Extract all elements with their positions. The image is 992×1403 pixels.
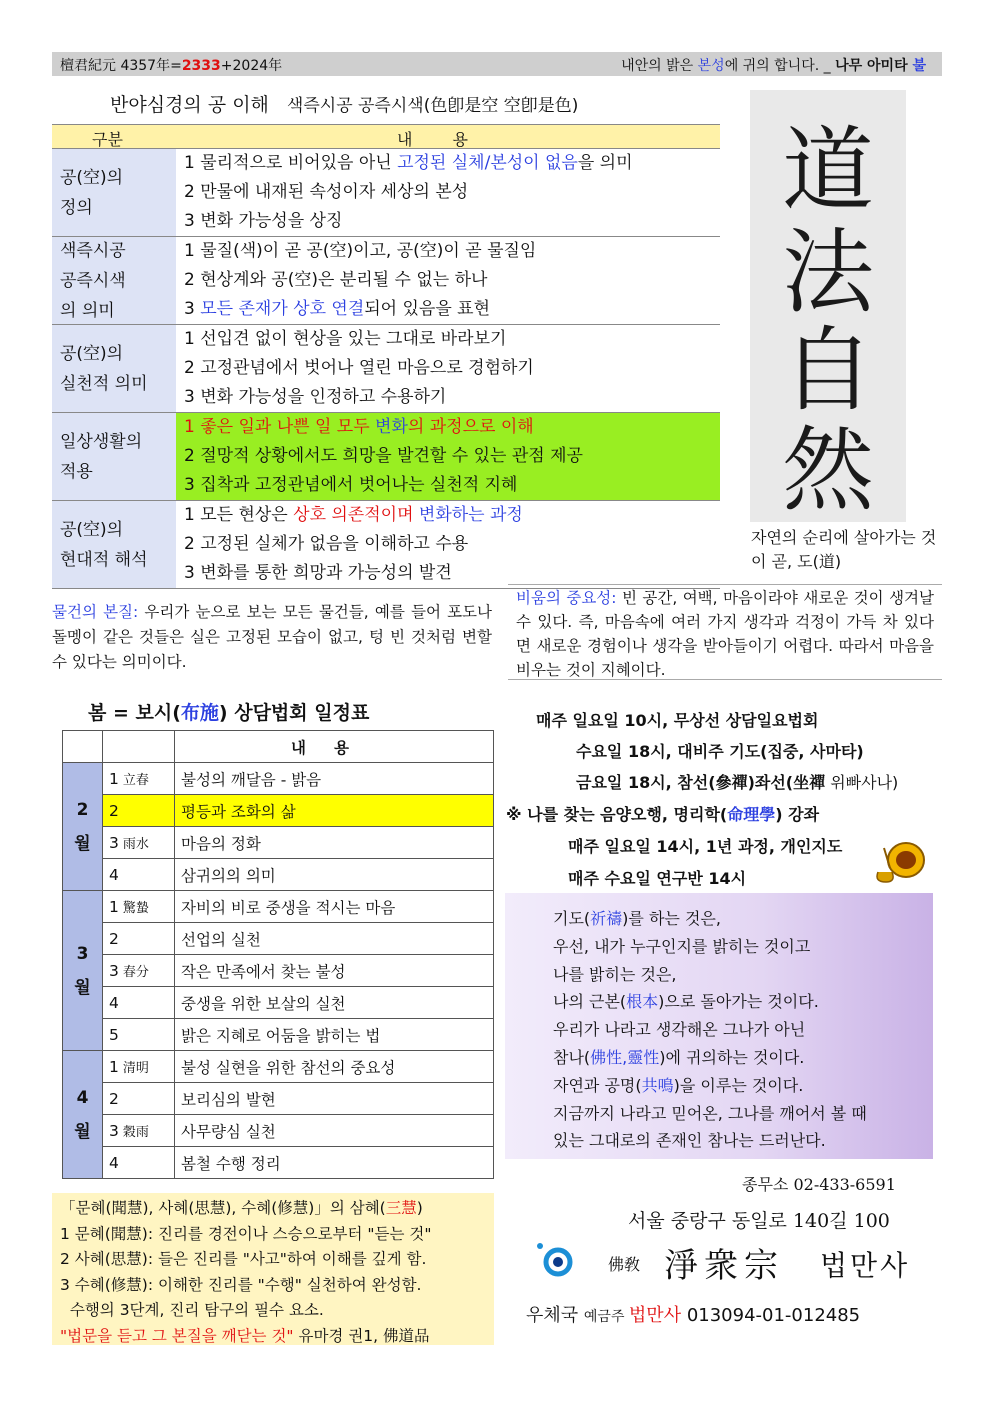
calligraphy-caption: 자연의 순리에 살아가는 것이 곧, 도(道)	[751, 528, 937, 571]
weekly-research: 매주 수요일 연구반 14시	[568, 869, 747, 888]
devotion-line: 내안의 밝은 본성에 귀의 합니다. _ 나무 아미타 불	[621, 58, 926, 74]
header-bar	[52, 52, 942, 76]
table-row: 4 봄철 수행 정리	[63, 1147, 494, 1179]
temple-logo-icon	[534, 1240, 578, 1280]
schedule-table	[62, 730, 494, 1179]
weekly-personal: 매주 일요일 14시, 1년 과정, 개인지도	[568, 837, 843, 856]
weekly-friday: 금요일 18시, 참선(參禪)좌선(坐禪 위빠사나)	[576, 773, 899, 792]
schedule-title: 봄 = 보시(布施) 상담법회 일정표	[88, 702, 370, 724]
table-row: 2 월 1 立春 불성의 깨달음 - 밝음	[63, 763, 494, 795]
sutra-row-practice: 공(空)의 실천적 의미 1 선입견 없이 현상을 있는 그대로 바라보기 2 고정관념에서 벗어나 열린 마음으로 경험하기 3 변화 가능성을 인정하고 수용하기	[52, 325, 720, 413]
temple-name: 佛敎 淨衆宗 법만사	[534, 1238, 934, 1288]
table-row: 3 春分 작은 만족에서 찾는 불성	[63, 955, 494, 987]
month-apr: 4 월	[63, 1051, 103, 1179]
svg-text:然: 然	[781, 417, 875, 522]
table-row: 3 穀雨 사무량심 실천	[63, 1115, 494, 1147]
table-row: 4 월 1 清明 불성 실현을 위한 참선의 중요성	[63, 1051, 494, 1083]
weekly-lecture: ※ 나를 찾는 음양오행, 명리학(命理學) 강좌	[506, 805, 820, 824]
table-row-highlight: 2 평등과 조화의 삶	[63, 795, 494, 827]
sutra-row-definition: 공(空)의 정의 1 물리적으로 비어있음 아닌 고정된 실체/본성이 없음을 의미 2 만물에 내재된 속성이자 세상의 본성 3 변화 가능성을 상징	[52, 149, 720, 237]
weekly-wednesday: 수요일 18시, 대비주 기도(집중, 사마타)	[576, 742, 864, 761]
table-row: 2 보리심의 발현	[63, 1083, 494, 1115]
table-row: 5 밝은 지혜로 어둠을 밝히는 법	[63, 1019, 494, 1051]
table-row: 4 삼귀의의 의미	[63, 859, 494, 891]
three-wisdom-box: 「문혜(聞慧), 사혜(思慧), 수혜(修慧)」의 삼혜(三慧) 1 문혜(聞慧): 진리를 경전이나 스승으로부터 "듣는 것" 2 사혜(思慧): 들은 진리를 "사고"하여 이해를 깊게 함. 3 수혜(修慧): 이해한 진리를 "수행" 실천하여 완성함. 수행의 3단계, 진리 탐구의 필수 요소. "법문을 듣고 그 본질을 깨닫는 것" 유마경 권1, 佛道品	[52, 1193, 494, 1345]
page-title: 반야심경의 공 이해 색즉시공 공즉시색(色卽是空 空卽是色)	[110, 94, 579, 116]
sutra-table-header: 구분 내용	[52, 124, 720, 149]
prayer-box: 기도(祈禱)를 하는 것은, 우선, 내가 누구인지를 밝히는 것이고 나를 밝히는 것은, 나의 근본(根本)으로 돌아가는 것이다. 우리가 나라고 생각해온 그나가 아닌 참나(佛性,靈性)에 귀의하는 것이다. 자연과 공명(共鳴)을 이루는 것이다. 지금까지 나라고 믿어온, 그나를 깨어서 볼 때 있는 그대로의 존재인 참나는 드러난다.	[505, 893, 933, 1159]
temple-address: 서울 중랑구 동일로 140길 100	[628, 1210, 890, 1232]
schedule-header-row: 내용	[63, 731, 494, 763]
matter-note: 물건의 본질: 우리가 눈으로 보는 모든 물건들, 예를 들어 포도나 돌멩이 같은 것들은 실은 고정된 모습이 없고, 텅 빈 것처럼 변할 수 있다는 의미이다.	[52, 603, 493, 671]
month-mar: 3 월	[63, 891, 103, 1051]
sutra-row-daily: 일상생활의 적용 1 좋은 일과 나쁜 일 모두 변화의 과정으로 이해 2 절망적 상황에서도 희망을 발견할 수 있는 관점 제공 3 집착과 고정관념에서 벗어나는 실천적 지혜	[52, 413, 720, 501]
emptiness-note: 비움의 중요성: 빈 공간, 여백, 마음이라야 새로운 것이 생겨날 수 있다. 즉, 마음속에 여러 가지 생각과 걱정이 가득 차 있다면 새로운 경험이나 생각을 받아들이기 어렵다. 따라서 마음을 비우는 것이 지혜이다.	[508, 584, 942, 680]
calligraphy-art	[750, 90, 906, 522]
sutra-row-modern: 공(空)의 현대적 해석 1 모든 현상은 상호 의존적이며 변화하는 과정 2 고정된 실체가 없음을 이해하고 수용 3 변화를 통한 희망과 가능성의 발견	[52, 501, 720, 589]
weekly-sunday: 매주 일요일 10시, 무상선 상담일요법회	[536, 711, 819, 730]
table-row: 4 중생을 위한 보살의 실천	[63, 987, 494, 1019]
era-date: 檀君紀元 4357年=2333+2024年	[60, 58, 283, 74]
calligraphy-scroll	[750, 90, 906, 522]
table-row: 3 월 1 驚蟄 자비의 비로 중생을 적시는 마음	[63, 891, 494, 923]
bank-account: 우체국 예금주 법만사 013094-01-012485	[526, 1305, 861, 1326]
sutra-row-meaning: 색즉시공 공즉시색 의 의미 1 물질(색)이 곧 공(空)이고, 공(空)이 곧 물질임 2 현상계와 공(空)은 분리될 수 없는 하나 3 모든 존재가 상호 연결되어 있음을 표현	[52, 237, 720, 325]
gong-icon	[872, 838, 934, 888]
month-feb: 2 월	[63, 763, 103, 891]
sutra-table	[52, 124, 720, 589]
table-row: 2 선업의 실천	[63, 923, 494, 955]
table-row: 3 雨水 마음의 정화	[63, 827, 494, 859]
office-phone: 종무소 02-433-6591	[742, 1175, 896, 1194]
svg-text:法: 法	[781, 219, 875, 326]
svg-text:自: 自	[781, 317, 875, 424]
svg-text:道: 道	[781, 117, 875, 224]
